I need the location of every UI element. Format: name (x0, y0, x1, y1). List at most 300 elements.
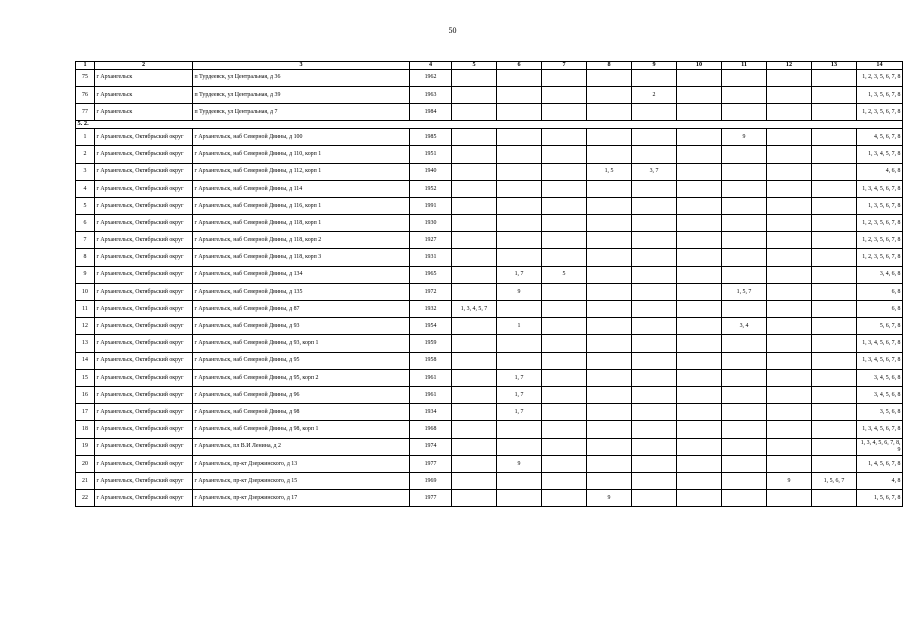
col5-cell (452, 69, 497, 86)
col10-cell (677, 490, 722, 507)
col6-cell: 1, 7 (497, 369, 542, 386)
header-cell: 3 (193, 62, 410, 70)
year-cell: 1932 (410, 301, 452, 318)
locality-cell: г Архангельск, Октябрьский округ (95, 180, 193, 197)
col6-cell (497, 146, 542, 163)
col12-cell (767, 335, 812, 352)
col10-cell (677, 352, 722, 369)
col10-cell (677, 69, 722, 86)
col9-cell (632, 180, 677, 197)
table-row (76, 472, 903, 489)
col6-cell (497, 103, 542, 120)
col13-cell (812, 180, 857, 197)
col12-cell (767, 490, 812, 507)
col9-cell (632, 490, 677, 507)
col10-cell (677, 455, 722, 472)
col9-cell (632, 232, 677, 249)
col13-cell (812, 103, 857, 120)
col12-cell (767, 404, 812, 421)
locality-cell: г Архангельск, Октябрьский округ (95, 266, 193, 283)
table-row (76, 301, 903, 318)
col14-cell: 4, 5, 6, 7, 8 (857, 129, 903, 146)
col9-cell (632, 129, 677, 146)
col7-cell (542, 301, 587, 318)
locality-cell: г Архангельск (95, 69, 193, 86)
col10-cell (677, 335, 722, 352)
col8-cell (587, 318, 632, 335)
col6-cell (497, 421, 542, 438)
locality-cell: г Архангельск, Октябрьский округ (95, 455, 193, 472)
col9-cell (632, 421, 677, 438)
col12-cell (767, 266, 812, 283)
year-cell: 1965 (410, 266, 452, 283)
col14-cell: 1, 2, 3, 5, 6, 7, 8 (857, 249, 903, 266)
col10-cell (677, 438, 722, 455)
col11-cell (722, 301, 767, 318)
col6-cell (497, 180, 542, 197)
row-number: 20 (76, 455, 95, 472)
locality-cell: г Архангельск, Октябрьский округ (95, 352, 193, 369)
col5-cell (452, 146, 497, 163)
col8-cell (587, 438, 632, 455)
header-cell: 14 (857, 62, 903, 70)
col14-cell: 1, 3, 4, 5, 6, 7, 8, 9 (857, 438, 903, 455)
col9-cell: 2 (632, 86, 677, 103)
col7-cell (542, 232, 587, 249)
col10-cell (677, 421, 722, 438)
col8-cell: 9 (587, 490, 632, 507)
table-row (76, 163, 903, 180)
col14-cell: 1, 3, 5, 6, 7, 8 (857, 197, 903, 214)
col5-cell (452, 266, 497, 283)
col12-cell (767, 421, 812, 438)
address-cell: г Архангельск, наб Северной Двины, д 93 (193, 318, 410, 335)
col13-cell (812, 455, 857, 472)
locality-cell: г Архангельск, Октябрьский округ (95, 318, 193, 335)
address-cell: г Архангельск, пр-кт Дзержинского, д 15 (193, 472, 410, 489)
col14-cell: 1, 4, 5, 6, 7, 8 (857, 455, 903, 472)
address-cell: г Архангельск, пр-кт Дзержинского, д 17 (193, 490, 410, 507)
col7-cell (542, 335, 587, 352)
col12-cell: 9 (767, 472, 812, 489)
address-cell: г Архангельск, наб Северной Двины, д 112, корп 1 (193, 163, 410, 180)
col5-cell (452, 129, 497, 146)
col14-cell: 3, 5, 6, 8 (857, 404, 903, 421)
col11-cell (722, 69, 767, 86)
col5-cell (452, 232, 497, 249)
col6-cell: 1, 7 (497, 404, 542, 421)
col14-cell: 4, 8 (857, 472, 903, 489)
row-number: 7 (76, 232, 95, 249)
year-cell: 1991 (410, 197, 452, 214)
address-cell: г Архангельск, наб Северной Двины, д 98 (193, 404, 410, 421)
address-cell: г Архангельск, пр-кт Дзержинского, д 13 (193, 455, 410, 472)
table-row (76, 335, 903, 352)
col6-cell (497, 490, 542, 507)
header-cell: 6 (497, 62, 542, 70)
address-cell: г Архангельск, наб Северной Двины, д 100 (193, 129, 410, 146)
col14-cell: 1, 3, 4, 5, 6, 7, 8 (857, 421, 903, 438)
locality-cell: г Архангельск, Октябрьский округ (95, 472, 193, 489)
col6-cell: 1, 7 (497, 266, 542, 283)
col7-cell (542, 455, 587, 472)
col12-cell (767, 215, 812, 232)
col14-cell: 1, 3, 4, 5, 6, 7, 8 (857, 352, 903, 369)
col14-cell: 1, 3, 4, 5, 6, 7, 8 (857, 180, 903, 197)
col8-cell (587, 215, 632, 232)
table-row (76, 103, 903, 120)
col7-cell (542, 129, 587, 146)
row-number: 1 (76, 129, 95, 146)
year-cell: 1934 (410, 404, 452, 421)
col10-cell (677, 369, 722, 386)
locality-cell: г Архангельск, Октябрьский округ (95, 490, 193, 507)
locality-cell: г Архангельск, Октябрьский округ (95, 438, 193, 455)
table-row (76, 421, 903, 438)
col5-cell (452, 197, 497, 214)
year-cell: 1954 (410, 318, 452, 335)
col9-cell (632, 318, 677, 335)
col7-cell (542, 180, 587, 197)
row-number: 18 (76, 421, 95, 438)
col8-cell (587, 369, 632, 386)
col8-cell (587, 249, 632, 266)
col7-cell (542, 472, 587, 489)
locality-cell: г Архангельск, Октябрьский округ (95, 163, 193, 180)
year-cell: 1963 (410, 86, 452, 103)
year-cell: 1977 (410, 455, 452, 472)
row-number: 15 (76, 369, 95, 386)
row-number: 13 (76, 335, 95, 352)
row-number: 76 (76, 86, 95, 103)
col5-cell (452, 352, 497, 369)
col7-cell (542, 146, 587, 163)
col13-cell (812, 232, 857, 249)
col11-cell (722, 249, 767, 266)
col5-cell (452, 318, 497, 335)
table-row (76, 180, 903, 197)
col10-cell (677, 180, 722, 197)
address-cell: г Архангельск, наб Северной Двины, д 118, корп 1 (193, 215, 410, 232)
col13-cell (812, 404, 857, 421)
row-number: 4 (76, 180, 95, 197)
col5-cell (452, 472, 497, 489)
col11-cell (722, 438, 767, 455)
table-row (76, 69, 903, 86)
row-number: 17 (76, 404, 95, 421)
row-number: 2 (76, 146, 95, 163)
col11-cell (722, 369, 767, 386)
col14-cell: 1, 3, 4, 5, 6, 7, 8 (857, 335, 903, 352)
col5-cell (452, 283, 497, 300)
address-cell: г Архангельск, наб Северной Двины, д 118, корп 2 (193, 232, 410, 249)
row-number: 3 (76, 163, 95, 180)
col12-cell (767, 455, 812, 472)
col13-cell (812, 369, 857, 386)
col6-cell (497, 163, 542, 180)
col10-cell (677, 232, 722, 249)
address-cell: п Турдеевск, ул Центральная, д 39 (193, 86, 410, 103)
row-number: 22 (76, 490, 95, 507)
year-cell: 1940 (410, 163, 452, 180)
col6-cell: 9 (497, 455, 542, 472)
col9-cell (632, 335, 677, 352)
col8-cell (587, 146, 632, 163)
header-cell: 12 (767, 62, 812, 70)
table-row (76, 352, 903, 369)
year-cell: 1985 (410, 129, 452, 146)
locality-cell: г Архангельск (95, 103, 193, 120)
col11-cell: 1, 5, 7 (722, 283, 767, 300)
col7-cell (542, 283, 587, 300)
col5-cell (452, 386, 497, 403)
table-row (76, 215, 903, 232)
section-label: 5. 2. (76, 121, 903, 129)
row-number: 12 (76, 318, 95, 335)
col6-cell (497, 472, 542, 489)
col11-cell (722, 232, 767, 249)
col8-cell (587, 421, 632, 438)
col12-cell (767, 369, 812, 386)
col8-cell (587, 352, 632, 369)
address-cell: г Архангельск, наб Северной Двины, д 98, корп 1 (193, 421, 410, 438)
row-number: 77 (76, 103, 95, 120)
year-cell: 1974 (410, 438, 452, 455)
locality-cell: г Архангельск, Октябрьский округ (95, 197, 193, 214)
col11-cell (722, 86, 767, 103)
col11-cell (722, 103, 767, 120)
col6-cell (497, 215, 542, 232)
header-cell: 5 (452, 62, 497, 70)
year-cell: 1931 (410, 249, 452, 266)
row-number: 21 (76, 472, 95, 489)
year-cell: 1977 (410, 490, 452, 507)
col9-cell (632, 386, 677, 403)
table-row (76, 232, 903, 249)
col10-cell (677, 301, 722, 318)
col13-cell (812, 352, 857, 369)
col11-cell (722, 215, 767, 232)
col9-cell (632, 146, 677, 163)
col7-cell (542, 69, 587, 86)
col8-cell (587, 386, 632, 403)
col14-cell: 6, 8 (857, 301, 903, 318)
col13-cell (812, 335, 857, 352)
col8-cell (587, 197, 632, 214)
col9-cell (632, 301, 677, 318)
header-cell: 4 (410, 62, 452, 70)
col12-cell (767, 180, 812, 197)
col13-cell (812, 129, 857, 146)
col10-cell (677, 146, 722, 163)
col8-cell (587, 404, 632, 421)
address-cell: г Архангельск, наб Северной Двины, д 110, корп 1 (193, 146, 410, 163)
col11-cell (722, 490, 767, 507)
year-cell: 1952 (410, 180, 452, 197)
col10-cell (677, 404, 722, 421)
table-row (76, 318, 903, 335)
col13-cell (812, 386, 857, 403)
col7-cell (542, 369, 587, 386)
col5-cell (452, 180, 497, 197)
col12-cell (767, 232, 812, 249)
address-cell: г Архангельск, наб Северной Двины, д 114 (193, 180, 410, 197)
col6-cell (497, 335, 542, 352)
col11-cell: 9 (722, 129, 767, 146)
col11-cell (722, 352, 767, 369)
col14-cell: 1, 5, 6, 7, 8 (857, 490, 903, 507)
col9-cell (632, 283, 677, 300)
locality-cell: г Архангельск, Октябрьский округ (95, 335, 193, 352)
col7-cell (542, 421, 587, 438)
col7-cell (542, 215, 587, 232)
year-cell: 1930 (410, 215, 452, 232)
col10-cell (677, 386, 722, 403)
col13-cell (812, 490, 857, 507)
col10-cell (677, 86, 722, 103)
col11-cell (722, 386, 767, 403)
locality-cell: г Архангельск, Октябрьский округ (95, 369, 193, 386)
col6-cell: 1, 7 (497, 386, 542, 403)
col7-cell (542, 163, 587, 180)
col14-cell: 5, 6, 7, 8 (857, 318, 903, 335)
col7-cell: 5 (542, 266, 587, 283)
locality-cell: г Архангельск, Октябрьский округ (95, 146, 193, 163)
col13-cell (812, 163, 857, 180)
col10-cell (677, 103, 722, 120)
col12-cell (767, 163, 812, 180)
col7-cell (542, 318, 587, 335)
year-cell: 1969 (410, 472, 452, 489)
col12-cell (767, 386, 812, 403)
table-row (76, 129, 903, 146)
col10-cell (677, 318, 722, 335)
col11-cell (722, 455, 767, 472)
col8-cell (587, 283, 632, 300)
year-cell: 1927 (410, 232, 452, 249)
col13-cell (812, 69, 857, 86)
year-cell: 1984 (410, 103, 452, 120)
col12-cell (767, 146, 812, 163)
header-row (76, 62, 903, 70)
col14-cell: 3, 4, 6, 8 (857, 266, 903, 283)
table-row (76, 266, 903, 283)
year-cell: 1961 (410, 386, 452, 403)
locality-cell: г Архангельск, Октябрьский округ (95, 301, 193, 318)
header-cell: 7 (542, 62, 587, 70)
col14-cell: 1, 3, 4, 5, 7, 8 (857, 146, 903, 163)
address-cell: г Архангельск, пл В.И Ленина, д 2 (193, 438, 410, 455)
col11-cell (722, 146, 767, 163)
locality-cell: г Архангельск, Октябрьский округ (95, 421, 193, 438)
col5-cell (452, 103, 497, 120)
locality-cell: г Архангельск, Октябрьский округ (95, 129, 193, 146)
col12-cell (767, 249, 812, 266)
col8-cell (587, 129, 632, 146)
col12-cell (767, 438, 812, 455)
col5-cell (452, 249, 497, 266)
col13-cell (812, 249, 857, 266)
col6-cell (497, 438, 542, 455)
table-row (76, 249, 903, 266)
col10-cell (677, 197, 722, 214)
col6-cell (497, 86, 542, 103)
col9-cell (632, 103, 677, 120)
address-cell: г Архангельск, наб Северной Двины, д 116, корп 1 (193, 197, 410, 214)
row-number: 10 (76, 283, 95, 300)
col6-cell (497, 352, 542, 369)
col8-cell (587, 472, 632, 489)
year-cell: 1972 (410, 283, 452, 300)
col13-cell: 1, 5, 6, 7 (812, 472, 857, 489)
year-cell: 1958 (410, 352, 452, 369)
col9-cell (632, 352, 677, 369)
col12-cell (767, 69, 812, 86)
col6-cell (497, 232, 542, 249)
col9-cell (632, 215, 677, 232)
col11-cell (722, 404, 767, 421)
col8-cell (587, 232, 632, 249)
col6-cell (497, 301, 542, 318)
locality-cell: г Архангельск, Октябрьский округ (95, 404, 193, 421)
col5-cell (452, 335, 497, 352)
col6-cell (497, 129, 542, 146)
col10-cell (677, 266, 722, 283)
locality-cell: г Архангельск (95, 86, 193, 103)
col9-cell (632, 197, 677, 214)
year-cell: 1968 (410, 421, 452, 438)
col13-cell (812, 266, 857, 283)
row-number: 8 (76, 249, 95, 266)
row-number: 16 (76, 386, 95, 403)
col12-cell (767, 103, 812, 120)
col14-cell: 6, 8 (857, 283, 903, 300)
table-row (76, 438, 903, 455)
col8-cell (587, 69, 632, 86)
col9-cell (632, 404, 677, 421)
col7-cell (542, 86, 587, 103)
address-cell: г Архангельск, наб Северной Двины, д 135 (193, 283, 410, 300)
col13-cell (812, 301, 857, 318)
col7-cell (542, 386, 587, 403)
address-cell: г Архангельск, наб Северной Двины, д 96 (193, 386, 410, 403)
col5-cell (452, 215, 497, 232)
col10-cell (677, 215, 722, 232)
row-number: 11 (76, 301, 95, 318)
col12-cell (767, 86, 812, 103)
col7-cell (542, 490, 587, 507)
table-row (76, 404, 903, 421)
col13-cell (812, 215, 857, 232)
col12-cell (767, 197, 812, 214)
col9-cell (632, 472, 677, 489)
col7-cell (542, 438, 587, 455)
col5-cell (452, 163, 497, 180)
col14-cell: 1, 2, 3, 5, 6, 7, 8 (857, 69, 903, 86)
section-row (76, 121, 903, 129)
col10-cell (677, 129, 722, 146)
col9-cell (632, 438, 677, 455)
header-cell: 2 (95, 62, 193, 70)
col14-cell: 3, 4, 5, 6, 8 (857, 386, 903, 403)
col13-cell (812, 86, 857, 103)
col12-cell (767, 301, 812, 318)
col11-cell (722, 335, 767, 352)
row-number: 9 (76, 266, 95, 283)
col12-cell (767, 352, 812, 369)
table-row (76, 369, 903, 386)
year-cell: 1962 (410, 69, 452, 86)
